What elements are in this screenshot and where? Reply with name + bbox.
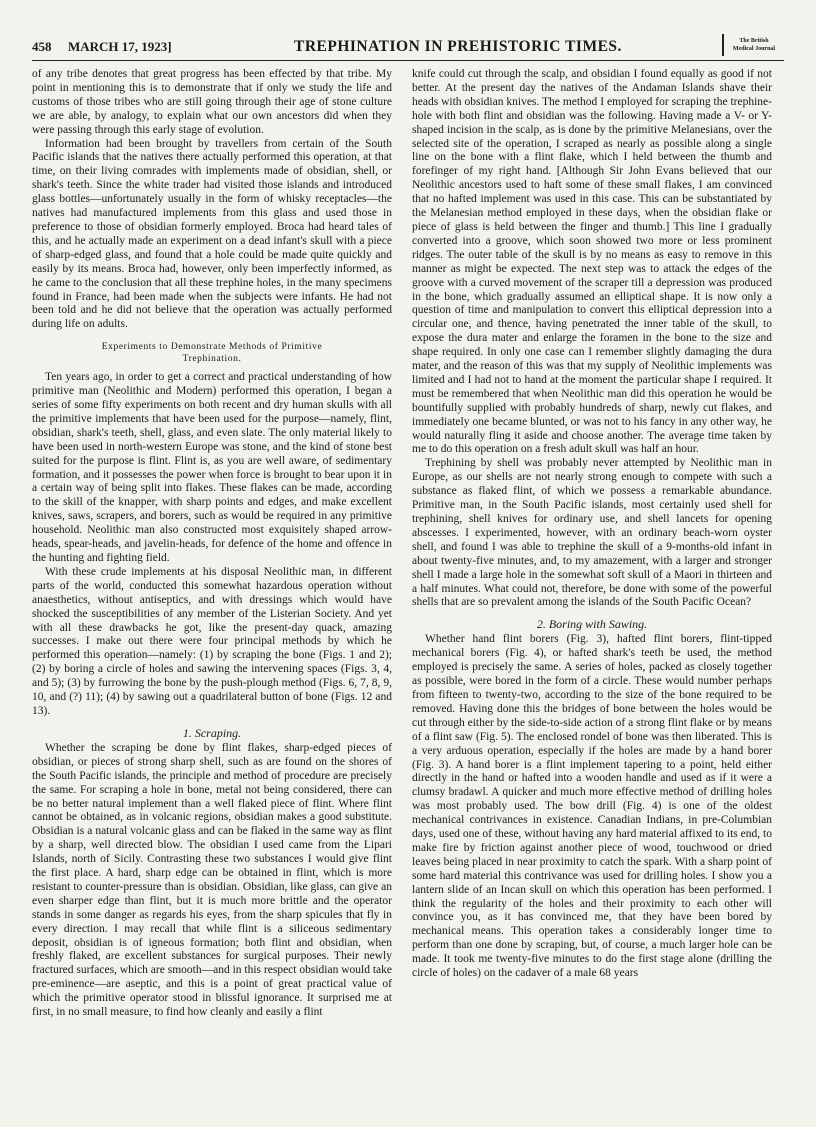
page-number: 458	[32, 39, 52, 54]
issue-date: MARCH 17, 1923]	[68, 39, 172, 54]
paragraph: knife could cut through the scalp, and obsidian I found equally as good if not better. At the present day the natives of the Andaman Islands shave their heads with obsidian knives. The method I employed for scraping the trephine-hole with both flint and obsidian was the following. Having made a V- or Y-shaped incision in the scalp, as is done by the primitive Melanesians, over the selected site of the operation, I scraped as nearly as possible along a single line on the bone with a flint flake, which I held between the thumb and forefinger of my right hand. [Although Sir John Evans believed that our Neolithic ancestors used to haft some of these small flakes, I am convinced that no hafted implement was used in this case. This can be substantiated by the Melanesian method employed in these days, when the obsidian flake or piece of glass is held between the finger and thumb.] This line I gradually converted into a groove, which soon showed two more or less prominent ridges. The outer table of the skull is by no means as easy to remove in this manner as might be expected. The next step was to attack the edges of the groove with a curved movement of the scraper till a depression was produced in the bone, which gradually assumed an elliptical shape. It is now only a question of time and manipulation to convert this elliptical depression into a circular one, and thence, having penetrated the inner table of the skull, to expose the dura mater and enlarge the foramen in the bone to the size and shape required. In only one case can I remember slightly damaging the dura mater, and the reason of this was that my supply of Neolithic implements was limited and I had not to hand at the moment the particular shape I required. It must be remembered that when Neolithic man did this operation he would be bountifully supplied with probably hundreds of sharp, newly cut flakes, and immediately one became blunted, or was not to his fancy in any other way, he would naturally fling it aside and choose another. The average time taken by me to do this operation on a fresh adult skull was half an hour.	[412, 68, 772, 456]
paragraph: With these crude implements at his disposal Neolithic man, in different parts of the world, conducted this somewhat hazardous operation without anaesthetics, without antiseptics, and with dressings which would have shocked the susceptibilities of any member of the Listerian Society. And yet with all these drawbacks he got, like the present-day quack, amazing successes. I make out there were four principal methods by which he performed this operation—namely: (1) by scraping the bone (Figs. 1 and 2); (2) by boring a circle of holes and sawing the intervening spaces (Figs. 3, 4, and 5); (3) by furrowing the bone by the push-plough method (Figs. 6, 7, 8, 9, 10, and (?) 11); (4) by sawing out a quadrilateral button of bone (Figs. 12 and 13).	[32, 565, 392, 717]
left-column	[32, 68, 392, 1020]
paragraph: Information had been brought by travellers from certain of the South Pacific islands that the natives there actually performed this operation, at that time, on their living comrades with implements made of obsidian, shell, or shark's teeth. Since the white trader had visited those islands and introduced glass bottles—unfortunately usually in the form of whisky receptacles—the natives had manufactured implements from this glass and used those in preference to those of obsidian formerly employed. Broca had heard tales of this, and he actually made an experiment on a dead infant's skull with a piece of sharp-edged glass, and found that a hole could be made quite quickly and easily by its means. Broca had, however, only been imperfectly informed, as he came to the conclusion that all these trephine holes, in the many specimens found in France, had been made when the subjects were infants. He had not been told and he did not believe that the operation was actually performed during life on adults.	[32, 137, 392, 331]
paragraph: Trephining by shell was probably never attempted by Neolithic man in Europe, as our shells are not nearly strong enough to compete with such a substance as flaked flint, of which we possess a remarkable abundance. Primitive man, in the South Pacific islands, most certainly used shell for trephining, shell knives for ordinary use, and shell lancets for opening abscesses. I experimented, however, with an ordinary beach-worn oyster shell, and found I was able to trephine the skull of a 9-months-old infant in about twenty-five minutes, and, to my amazement, with a larger and stronger shell I made a large hole in the somewhat soft skull of a Maori in thirteen and a half minutes. What could not, therefore, be done with some of the powerful shells that are so prevalent among the islands of the South Pacific Ocean?	[412, 457, 772, 609]
journal-masthead-line2: Medical Journal	[732, 46, 776, 52]
right-column	[412, 68, 772, 981]
journal-masthead	[722, 34, 784, 56]
section-heading-line1: Experiments to Demonstrate Methods of Primitive	[101, 342, 323, 353]
paragraph: Whether hand flint borers (Fig. 3), hafted flint borers, flint-tipped mechanical borers (Fig. 4), or hafted shark's teeth be used, the method employed is precisely the same. A series of holes, packed as closely together as possible, were bored in the form of a circle. These would number perhaps from fifteen to twenty-two, according to the size of the bone required to be removed. Having done this the bridges of bone between the holes would be cut through either by the side-to-side action of a strong flint flake or by means of a flint saw (Fig. 5). The enclosed rondel of bone was then liberated. This is a very arduous operation, especially if the holes are made by a hand borer (Fig. 3). A hand borer is a flint implement tapering to a point, held either directly in the hand or hafted into a wooden handle and used as if it were a clumsy bradawl. A quicker and much more effective method of drilling holes was most probably used. The bow drill (Fig. 4) is one of the oldest mechanical contrivances in existence. Canadian Indians, in pre-Columbian days, used one of these, without having any hard material affixed to its end, to make fire by friction against another piece of wood, touchwood or dried leaves being placed in near proximity to catch the spark. With a sharp point of some hard material this contrivance was used for drilling holes. I show you a lantern slide of an Incan skull on which this operation has been performed. I think the regularity of the holes and their proximity to each other will convince you, as it has convinced me, that they have been bored by mechanical means. This operation takes a considerably longer time to perform than one done by scraping, but, of course, a much larger hole can be made. It took me twenty-five minutes to do the first stage alone (drilling the circle of holes) on the cadaver of a male 68 years	[412, 633, 772, 980]
running-title: TREPHINATION IN PREHISTORIC TIMES.	[294, 38, 622, 55]
paragraph: Ten years ago, in order to get a correct and practical understanding of how primitive man (Neolithic and Modern) performed this operation, I began a series of some fifty experiments on both recent and dry human skulls with all the primitive implements that have been used for the purpose—namely, flint, obsidian, shark's teeth, shell, glass, and even slate. The only material likely to have been used in north-western Europe was stone, and the kind of stone best suited for the purpose is flint. Flint is, as you are well aware, of sedimentary formation, and it possesses the power when force is brought to bear upon it in a certain way of being split into flakes. These flakes can be made, according to the skill of the knapper, with sharp points and edges, and make excellent knives, saws, scrapers, and borers, such as would be required in any primitive household. Neolithic man also constructed most exquisitely shaped arrow-heads, spear-heads, and javelin-heads, for defence of the home and offence in the hunting and fighting field.	[32, 371, 392, 564]
subsection-heading-scraping: 1. Scraping.	[182, 725, 242, 740]
subsection-heading-boring: 2. Boring with Sawing.	[536, 617, 648, 632]
page-header	[32, 38, 784, 61]
section-heading	[32, 341, 392, 365]
paragraph: of any tribe denotes that great progress has been effected by that tribe. My point in mentioning this is to demonstrate that if only we study the life and customs of those tribes who are still going through their age of stone culture we are able, by analogy, to explain what our own ancestors did when they were passing through this early stage of evolution.	[32, 68, 392, 136]
paragraph: Whether the scraping be done by flint flakes, sharp-edged pieces of obsidian, or pieces of strong sharp shell, such as are found on the shores of the South Pacific islands, the principle and method of procedure are precisely the same. For scraping a hole in bone, metal not being considered, there can be no better natural implement than a well flaked piece of flint. Where flint cannot be obtained, as in volcanic regions, obsidian makes a good substitute. Obsidian is a natural volcanic glass and can be flaked in the same way as flint by a sharp, well directed blow. The obsidian I used came from the Lipari Islands, north of Sicily. Contrasting these two substances I would give flint the first place. A hard, sharp edge can be obtained in flint, which is more resistant to counter-pressure than is obsidian. Obsidian, like glass, can give an even sharper edge than flint, but it is much more brittle and the operator stands in some danger as regards his eyes, from the sharp spicules that fly in every direction. I may recall that while flint is a siliceous sedimentary deposit, obsidian is of igneous formation; both flint and obsidian, when freshly flaked, are excellent substances for surgical purposes. Their newly fractured surfaces, which are smooth—and in this respect obsidian would take pre-eminence—are aseptic, and this is a point of great practical value of which the primitive operator stood in blissful ignorance. It surprised me at first, in no small measure, to find how cleanly and easily a flint	[32, 741, 392, 1019]
section-heading-line2: Trephination.	[182, 354, 242, 365]
journal-masthead-line1: The British	[739, 38, 769, 44]
